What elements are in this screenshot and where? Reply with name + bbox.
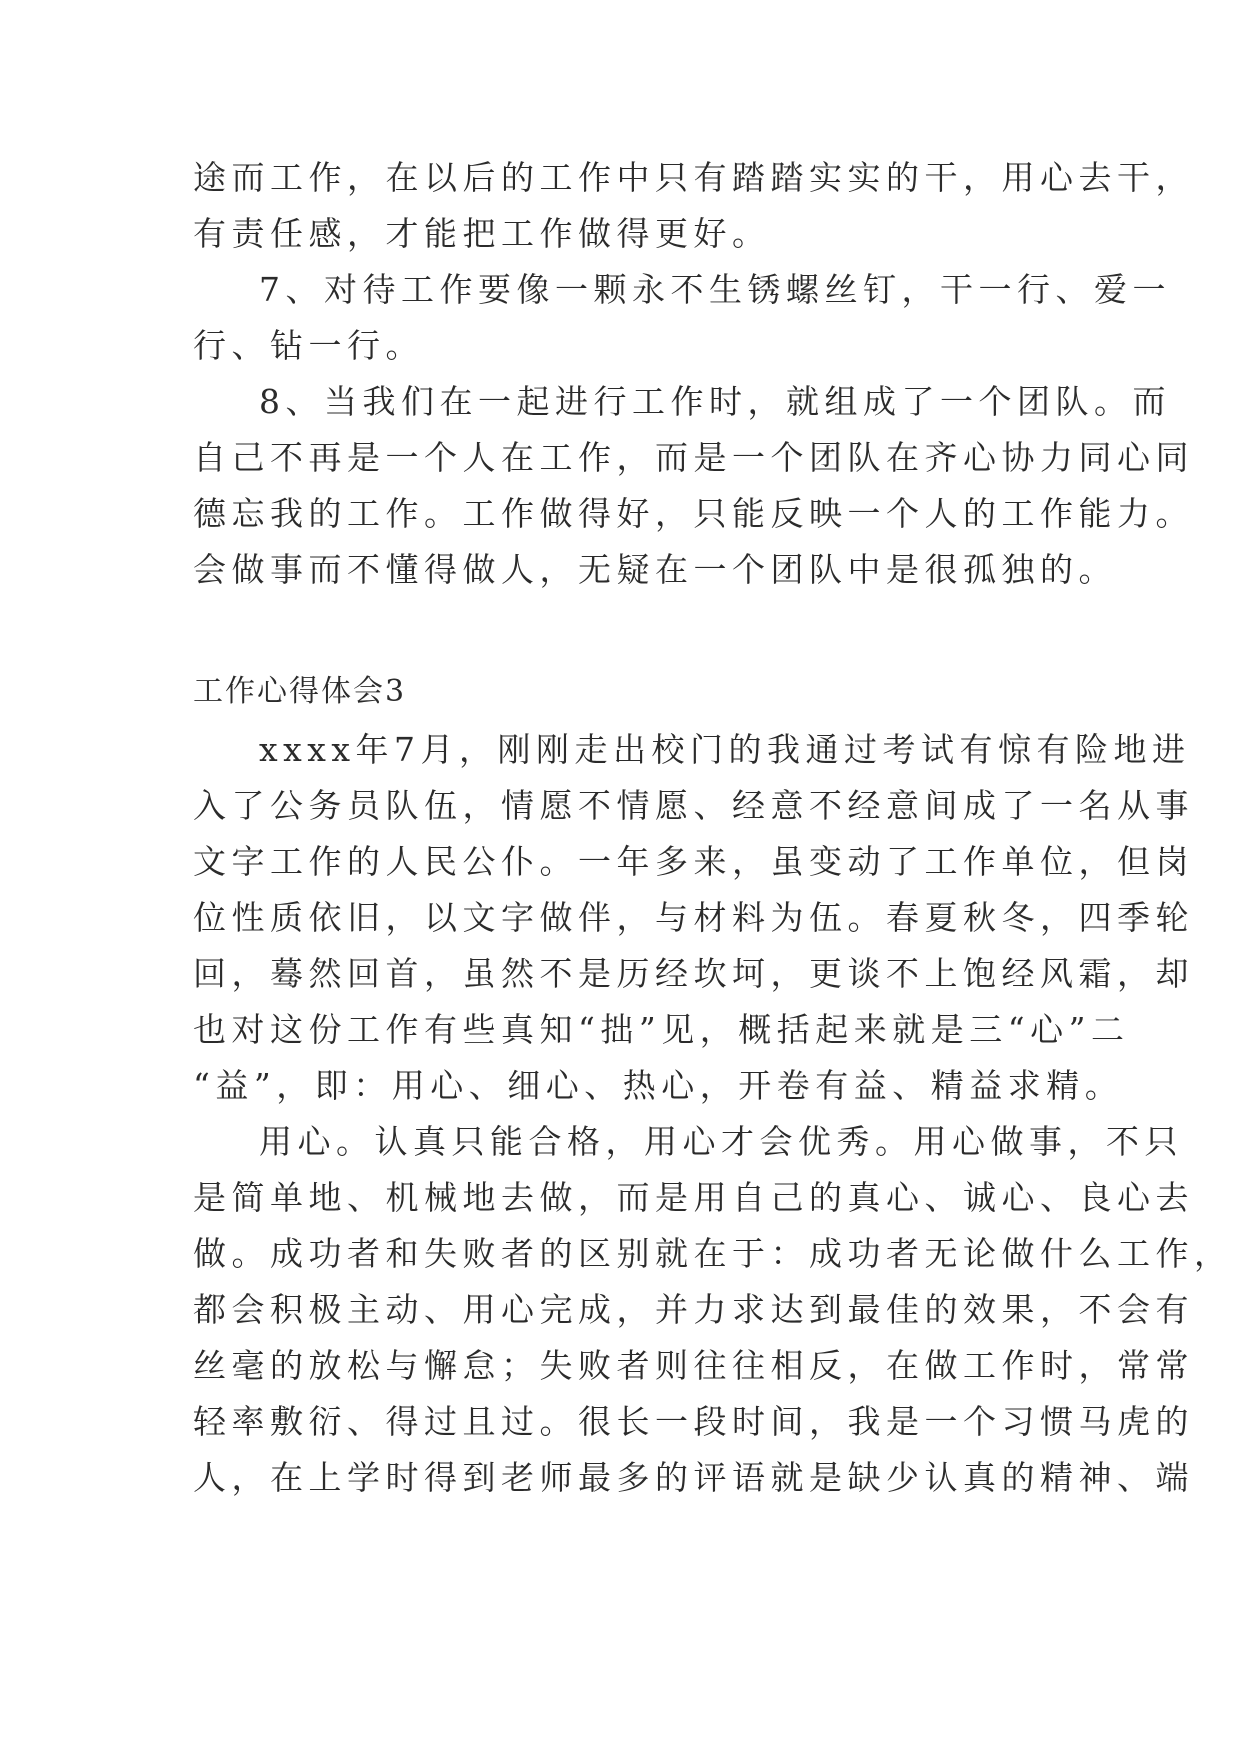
paragraph-line: 丝毫的放松与懈怠；失败者则往往相反，在做工作时，常常 — [193, 1346, 1194, 1385]
paragraph-line: xxxx年7月，刚刚走出校门的我通过考试有惊有险地进 — [259, 730, 1191, 769]
paragraph-line: 位性质依旧，以文字做伴，与材料为伍。春夏秋冬，四季轮 — [193, 898, 1194, 937]
paragraph-line: 德忘我的工作。工作做得好，只能反映一个人的工作能力。 — [193, 494, 1194, 533]
paragraph-line: 回，蓦然回首，虽然不是历经坎坷，更谈不上饱经风霜，却 — [193, 954, 1194, 993]
paragraph-line: 都会积极主动、用心完成，并力求达到最佳的效果，不会有 — [193, 1290, 1194, 1329]
paragraph-line: 8、当我们在一起进行工作时，就组成了一个团队。而 — [259, 382, 1171, 421]
paragraph-line: 也对这份工作有些真知“拙”见，概括起来就是三“心”二 — [193, 1010, 1130, 1049]
paragraph-line: 途而工作，在以后的工作中只有踏踏实实的干，用心去干， — [193, 158, 1194, 197]
paragraph-line: 会做事而不懂得做人，无疑在一个团队中是很孤独的。 — [193, 550, 1117, 589]
paragraph-line: 入了公务员队伍，情愿不情愿、经意不经意间成了一名从事 — [193, 786, 1194, 825]
paragraph-line: 人，在上学时得到老师最多的评语就是缺少认真的精神、端 — [193, 1458, 1194, 1497]
paragraph-line: 文字工作的人民公仆。一年多来，虽变动了工作单位，但岗 — [193, 842, 1194, 881]
paragraph-line: 轻率敷衍、得过且过。很长一段时间，我是一个习惯马虎的 — [193, 1402, 1194, 1441]
paragraph-line: 是简单地、机械地去做，而是用自己的真心、诚心、良心去 — [193, 1178, 1194, 1217]
paragraph-line: “益”，即：用心、细心、热心，开卷有益、精益求精。 — [193, 1066, 1124, 1105]
paragraph-line: 用心。认真只能合格，用心才会优秀。用心做事，不只 — [259, 1122, 1183, 1161]
paragraph-line: 行、钻一行。 — [193, 326, 424, 365]
paragraph-line: 7、对待工作要像一颗永不生锈螺丝钉，干一行、爱一 — [259, 270, 1171, 309]
section-heading: 工作心得体会3 — [193, 674, 407, 709]
paragraph-line: 自己不再是一个人在工作，而是一个团队在齐心协力同心同 — [193, 438, 1194, 477]
paragraph-line: 做。成功者和失败者的区别就在于：成功者无论做什么工作， — [193, 1234, 1233, 1273]
paragraph-line: 有责任感，才能把工作做得更好。 — [193, 214, 771, 253]
